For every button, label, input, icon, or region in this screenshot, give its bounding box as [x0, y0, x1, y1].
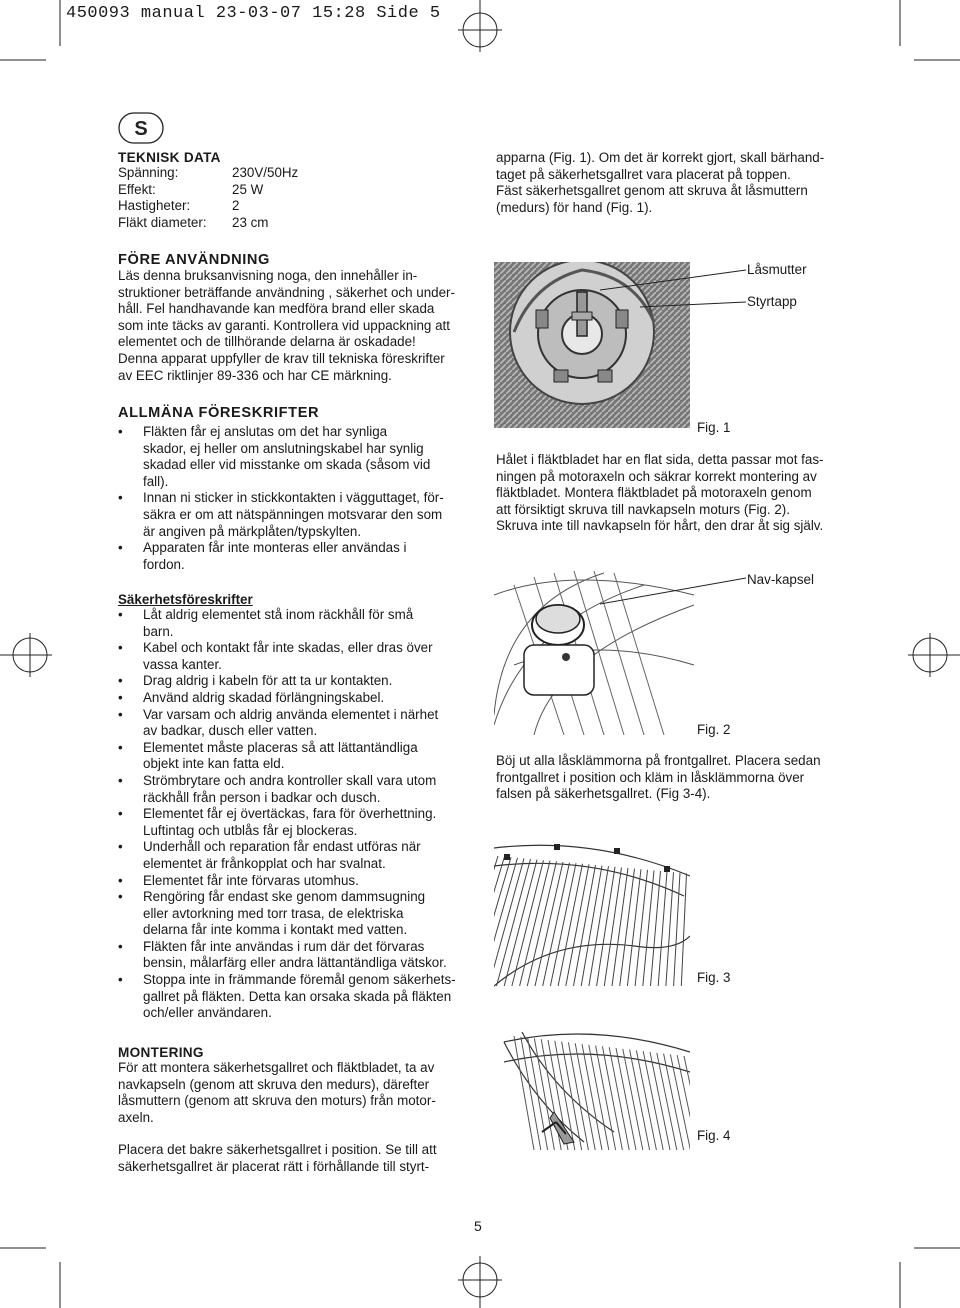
- text-line: struktioner beträffande användning , säkerhet och under-: [118, 284, 455, 300]
- text-line: (medurs) för hand (Fig. 1).: [496, 199, 653, 215]
- teknisk-data-section: [118, 150, 448, 231]
- montering-continued: [496, 150, 856, 216]
- spec-row: [118, 182, 448, 199]
- text-line: Placera det bakre säkerhetsgallret i position. Se till att: [118, 1142, 437, 1158]
- spec-value: 25 W: [232, 181, 264, 197]
- list-item-line: elementet är frånkopplat och har svalnat.: [143, 855, 386, 871]
- list-item-line: och/eller användaren.: [143, 1005, 272, 1021]
- list-item-line: säkra er om att nätspänningen motsvarar den som: [143, 506, 443, 522]
- list-item-line: • Elementet får ej övertäckas, fara för överhettning.: [143, 806, 437, 822]
- list-item: [118, 540, 468, 573]
- text-line: av EEC riktlinjer 89-336 och har CE märkning.: [118, 367, 392, 383]
- list-item: [118, 873, 468, 890]
- list-item-line: barn.: [143, 623, 174, 639]
- fore-anvandning-section: [118, 252, 468, 384]
- text-line: Denna apparat uppfyller de krav till tekniska föreskrifter: [118, 350, 445, 366]
- text-line: att försiktigt skruva till navkapseln moturs (Fig. 2).: [496, 501, 790, 517]
- fig1-text: [496, 452, 856, 535]
- montering-section: [118, 1045, 468, 1176]
- text-line: Hålet i fläktbladet har en flat sida, detta passar mot fas-: [496, 452, 824, 467]
- fig4-illustration: [494, 1022, 690, 1152]
- spec-key: Effekt:: [118, 181, 156, 197]
- text-line: navkapseln (genom att skruva den medurs), därefter: [118, 1076, 430, 1092]
- list-item-line: objekt inte kan fatta eld.: [143, 756, 285, 772]
- fig3-label: Fig. 3: [697, 970, 731, 985]
- sakerhet-list: [118, 607, 468, 1022]
- list-item-line: vassa kanter.: [143, 656, 222, 672]
- fig2-label: Fig. 2: [697, 722, 731, 737]
- text-line: Läs denna bruksanvisning noga, den innehåller in-: [118, 268, 418, 283]
- text-line: För att montera säkerhetsgallret och fläktbladet, ta av: [118, 1060, 435, 1075]
- list-item: [118, 806, 468, 839]
- list-item-line: delarna får inte komma i kontakt med vatten.: [143, 922, 408, 938]
- spec-value: 23 cm: [232, 214, 269, 230]
- text-line: ningen på motoraxeln och säkrar korrekt montering av: [496, 468, 817, 484]
- spec-key: Spänning:: [118, 165, 179, 180]
- list-item-line: • Var varsam och aldrig använda elementet i närhet: [143, 706, 439, 722]
- list-item-line: • Apparaten får inte monteras eller användas i: [143, 540, 407, 556]
- fig1-label: Fig. 1: [697, 420, 731, 435]
- list-item-line: räckhåll från person i badkar och dusch.: [143, 789, 381, 805]
- text-line: Fäst säkerhetsgallret genom att skruva åt låsmuttern: [496, 183, 808, 199]
- fig4-label: Fig. 4: [697, 1128, 731, 1143]
- callout-nav-kapsel: Nav-kapsel: [747, 572, 814, 587]
- text-line: Skruva inte till navkapseln för hårt, den drar åt sig själv.: [496, 518, 824, 534]
- text-line: fläktbladet. Montera fläktbladet på motoraxeln genom: [496, 485, 812, 501]
- allmana-list: [118, 424, 468, 573]
- list-item-line: • Elementet måste placeras så att lättantändliga: [143, 739, 418, 755]
- list-item-line: • Fläkten får inte användas i rum där det förvaras: [143, 938, 425, 954]
- list-item-line: • Fläkten får ej anslutas om det har synliga: [143, 424, 388, 439]
- page-number: 5: [474, 1218, 482, 1234]
- list-item: [118, 673, 468, 690]
- svg-text:S: S: [134, 118, 148, 140]
- fore-anvandning-body: [118, 268, 468, 384]
- list-item: [118, 690, 468, 707]
- list-item-line: eller avtorkning med torr trasa, de elektriska: [143, 905, 404, 921]
- spec-value: 2: [232, 198, 240, 214]
- list-item: [118, 490, 468, 540]
- list-item-line: gallret på fläkten. Detta kan orsaka skada på fläkten: [143, 988, 452, 1004]
- list-item: [118, 640, 468, 673]
- text-line: frontgallret i position och kläm in låsklämmorna över: [496, 769, 805, 785]
- montering-paragraph-2: [118, 1142, 468, 1175]
- list-item: [118, 839, 468, 872]
- list-item-line: • Innan ni sticker in stickkontakten i vägguttaget, för-: [143, 490, 444, 506]
- list-item-line: • Drag aldrig i kabeln för att ta ur kontakten.: [143, 673, 393, 689]
- list-item-line: • Kabel och kontakt får inte skadas, eller dras över: [143, 640, 433, 656]
- text-line: apparna (Fig. 1). Om det är korrekt gjort, skall bärhand-: [496, 150, 825, 165]
- print-header: 450093 manual 23-03-07 15:28 Side 5: [66, 4, 441, 23]
- text-line: som inte täcks av garanti. Kontrollera vid uppackning att: [118, 317, 450, 333]
- fig1-leader-lines: [600, 262, 750, 312]
- list-item: [118, 972, 468, 1022]
- list-item-line: bensin, målarfärg eller andra lättantändliga vätskor.: [143, 955, 447, 971]
- spec-value: 230V/50Hz: [232, 165, 299, 180]
- sakerhet-title: Säkerhetsföreskrifter: [118, 592, 253, 607]
- allmana-title: ALLMÄNA FÖRESKRIFTER: [118, 405, 320, 421]
- spec-key: Fläkt diameter:: [118, 214, 207, 230]
- text-line: låsmuttern (genom att skruva den moturs) från motor-: [118, 1093, 436, 1109]
- list-item-line: • Elementet får inte förvaras utomhus.: [143, 872, 359, 888]
- text-line: taget på säkerhetsgallret vara placerat på toppen.: [496, 166, 791, 182]
- fig3-illustration: [494, 836, 690, 992]
- text-line: axeln.: [118, 1109, 154, 1125]
- list-item-line: • Rengöring får endast ske genom dammsugning: [143, 889, 426, 905]
- text-line: säkerhetsgallret är placerat rätt i förhållande till styrt-: [118, 1158, 430, 1174]
- callout-lasmutter: Låsmutter: [747, 262, 807, 277]
- list-item-line: • Stoppa inte in främmande föremål genom säkerhets-: [143, 972, 456, 988]
- list-item-line: • Låt aldrig elementet stå inom räckhåll för små: [143, 607, 414, 622]
- fig2-text: [496, 753, 856, 803]
- list-item: [118, 424, 468, 490]
- list-item: [118, 707, 468, 740]
- fore-anvandning-title: FÖRE ANVÄNDNING: [118, 252, 270, 268]
- list-item-line: • Använd aldrig skadad förlängningskabel.: [143, 689, 385, 705]
- list-item-line: fordon.: [143, 556, 185, 572]
- sakerhet-section: [118, 592, 468, 1022]
- list-item: [118, 939, 468, 972]
- text-line: falsen på säkerhetsgallret. (Fig 3-4).: [496, 786, 711, 802]
- callout-styrtapp: Styrtapp: [747, 294, 797, 309]
- spec-key: Hastigheter:: [118, 198, 191, 214]
- list-item-line: • Underhåll och reparation får endast utföras när: [143, 839, 421, 855]
- text-line: elementet och de tillhörande delarna är oskadade!: [118, 334, 416, 350]
- list-item-line: av badkar, dusch eller vatten.: [143, 723, 318, 739]
- fig2-leader-line: [600, 570, 750, 610]
- list-item-line: fall).: [143, 473, 169, 489]
- list-item-line: är angiven på märkplåten/typskylten.: [143, 523, 362, 539]
- list-item-line: • Strömbrytare och andra kontroller skall vara utom: [143, 772, 437, 788]
- teknisk-data-title: TEKNISK DATA: [118, 150, 221, 165]
- text-line: Böj ut alla låsklämmorna på frontgallret. Placera sedan: [496, 753, 821, 768]
- list-item: [118, 889, 468, 939]
- list-item: [118, 740, 468, 773]
- list-item-line: Luftintag och utblås får ej blockeras.: [143, 822, 358, 838]
- montering-title: MONTERING: [118, 1045, 204, 1060]
- text-line: håll. Fel handhavande kan medföra brand eller skada: [118, 301, 435, 317]
- montering-paragraph-1: [118, 1060, 468, 1126]
- spec-row: [118, 215, 448, 232]
- allmana-section: [118, 405, 468, 573]
- list-item: [118, 607, 468, 640]
- list-item-line: skadad eller vid misstanke om skada (såsom vid: [143, 457, 431, 473]
- spec-table: [118, 165, 448, 231]
- spec-row: [118, 198, 448, 215]
- list-item: [118, 773, 468, 806]
- list-item-line: skador, ej heller om anslutningskabel har synlig: [143, 440, 424, 456]
- language-badge: [118, 112, 164, 144]
- spec-row: [118, 165, 448, 182]
